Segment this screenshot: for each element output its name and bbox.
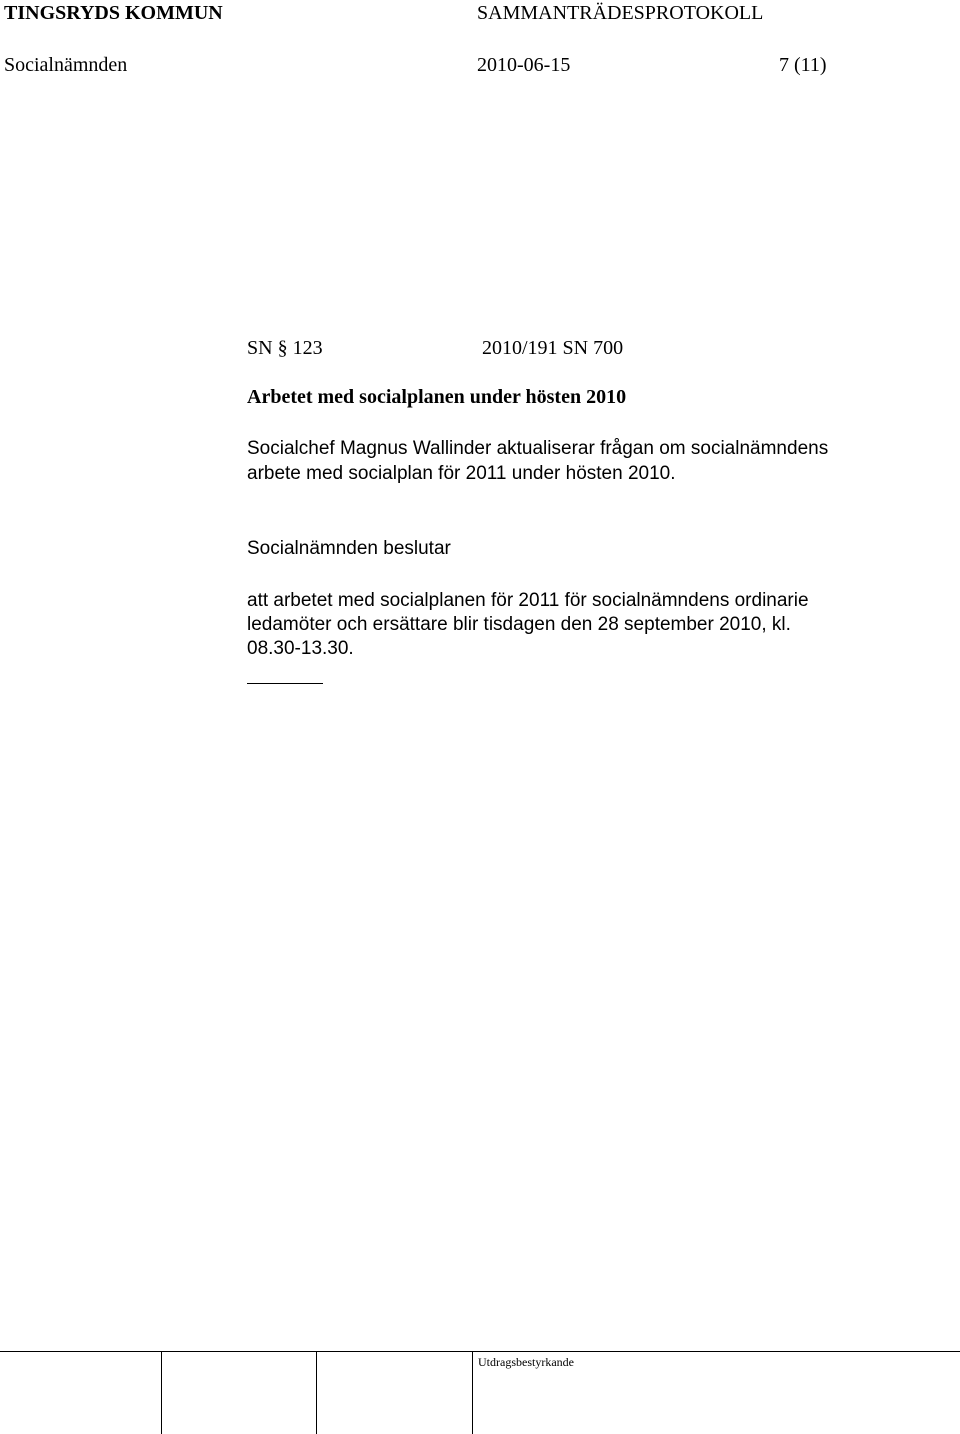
meeting-date: 2010-06-15: [477, 54, 571, 76]
case-reference: 2010/191 SN 700: [482, 337, 624, 359]
signature-column-divider: [161, 1351, 162, 1434]
extract-certification-label: Utdragsbestyrkande: [478, 1355, 574, 1369]
page-number: 7 (11): [779, 54, 827, 76]
description-line: arbete med socialplan för 2011 under hösten 2010.: [247, 463, 676, 484]
decision-heading: Socialnämnden beslutar: [247, 538, 451, 559]
description-line: Socialchef Magnus Wallinder aktualiserar frågan om socialnämndens: [247, 438, 829, 459]
signature-column-divider: [472, 1351, 473, 1434]
paragraph-number: SN § 123: [247, 337, 323, 359]
decision-line: 08.30-13.30.: [247, 638, 354, 659]
committee-name: Socialnämnden: [4, 54, 128, 76]
decision-text: [247, 589, 809, 661]
footer-top-border: [0, 1351, 960, 1352]
item-description: [247, 436, 828, 486]
decision-line: ledamöter och ersättare blir tisdagen den 28 september 2010, kl.: [247, 614, 791, 635]
organization-name: TINGSRYDS KOMMUN: [4, 2, 223, 24]
item-title: Arbetet med socialplanen under hösten 2010: [247, 386, 627, 408]
signature-column-divider: [316, 1351, 317, 1434]
decision-line: att arbetet med socialplanen för 2011 för socialnämndens ordinarie: [247, 590, 809, 611]
end-of-item-rule: [247, 683, 323, 684]
document-type: SAMMANTRÄDESPROTOKOLL: [477, 2, 764, 24]
